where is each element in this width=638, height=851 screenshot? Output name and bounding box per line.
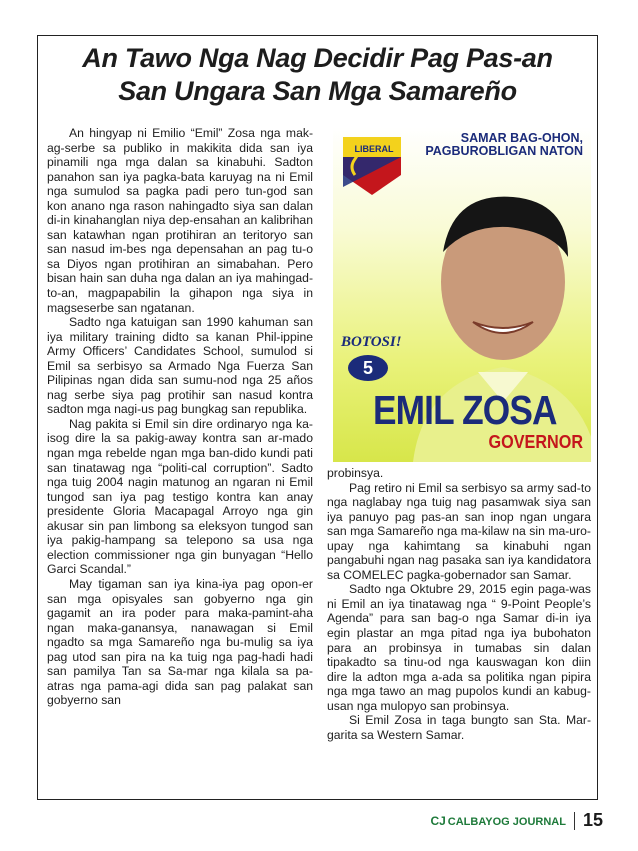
article-column-right xyxy=(327,466,591,742)
paragraph-continuation: probinsya. xyxy=(327,466,384,480)
paragraph: Sadto nga katuigan san 1990 kahuman san iya military training didto sa kanan Phil-ippine Army Officers’ Candidates School, sumulod si Emil sa serbisyo sa Armado Nga Fuerza San Pilipinas ngan dida san sumu-nod nga 25 años nag serbe siya pag protihir san nasud kontra sadton mga nagi-us pag bungkag san republika. xyxy=(47,315,313,417)
page-footer xyxy=(430,810,603,831)
article-column-left xyxy=(47,126,313,708)
headline-line-1: An Tawo Nga Nag Decidir Pag Pas-an xyxy=(82,43,553,73)
article-headline xyxy=(37,42,598,108)
tagline-line-2: PAGBUROBLIGAN NATON xyxy=(425,144,583,158)
candidate-office: GOVERNOR xyxy=(488,432,583,452)
paragraph: Sadto nga Oktubre 29, 2015 egin paga-was ni Emil an iya tinatawag nga “ 9-Point People’s Agenda” para san bag-o nga Samar di-in iya egin plastar an mga pitad nga iya bubohaton para an probinsya in tumabas sin dalan tipakadto sa tinu-od nga kauswagan kon diin dire la adton mga a-ada sa politika ngan pipira nga mga tawo an mag pupolos kundi an kabug-usan nga mulopyo san probinsya. xyxy=(327,582,591,713)
paragraph: Si Emil Zosa in taga bungto san Sta. Mar-garita sa Western Samar. xyxy=(327,713,591,742)
ballot-number: 5 xyxy=(348,355,388,381)
campaign-ad xyxy=(333,127,591,462)
publication-mark: CJ xyxy=(430,813,446,828)
headline-line-2: San Ungara San Mga Samareño xyxy=(118,76,517,106)
tagline-line-1: SAMAR BAG-OHON, xyxy=(460,131,583,145)
logo-text: LIBERAL xyxy=(354,144,394,154)
publication-logo xyxy=(430,814,566,828)
footer-divider xyxy=(574,812,575,830)
publication-name: CALBAYOG JOURNAL xyxy=(447,815,566,828)
paragraph: Nag pakita si Emil sin dire ordinaryo nga ka-isog dire la sa pakig-away kontra san ar-mado ngan mga rebelde ngan mga ban-dido kundi pati san tinatawag nga “politi-cal corruption”. Sadto nga tuig 2004 nagin matunog an ngaran ni Emil tungod san iya pag testigo kontra kan anay presidente Gloria Macapagal Arroyo nga gin akusar sin pan limbong sa eleksyon tungod san iya pakig-hampang sa telepono sa usa nga election commissioner nga gin bunyagan “Hello Garci Scandal.” xyxy=(47,416,313,577)
paragraph: Pag retiro ni Emil sa serbisyo sa army sad-to nga naglabay nga tuig nag pasamwak siya san iya panuyo pag pas-an san inop ngan ungara san mga Samareño nga ma-kilaw na sin ma-uro-upay nga kahimtang sa kinabuhi ngan pangabuhi ngan nag pasaka san iya kandidatora sa COMELEC pagka-gobernador san Samar. xyxy=(327,480,591,582)
paragraph: An hingyap ni Emilio “Emil” Zosa nga mak-ag-serbe sa publiko in makikita dida san iya pinamili nga mga dalan sa kinabuhi. Sadton panahon san iya pagka-bata karuyag na ni Emil nga sumulod sa pagka padi pero tun-god san kon anano nga rason nahingadto siya san dalan di-in kinahanglan niya dep-ensahan an kalibrihan san katawhan ngan protihiran an teritoryo san san nasud im-bes nga depensahan an pag tu-o sa Diyos ngan protihiran an simabahan. Pero bisan hain san duha nga dalan an iya mahingad-to-an, magpapabilin la gihapon nga siya in magseserbe san ngatanan. xyxy=(47,126,313,315)
vote-callout: BOTOSI! xyxy=(341,334,402,350)
candidate-name: EMIL ZOSA xyxy=(373,387,557,433)
page-number: 15 xyxy=(582,810,603,830)
ad-tagline xyxy=(425,132,583,158)
paragraph: May tigaman san iya kina-iya pag opon-er san mga opisyales san gobyerno nga gin gagamit an ira poder para maka-pamint-aha ngan maka-ganansya, nanawagan si Emil ngadto sa mga Samareño nga bu-mulig sa iya pag utod san pira na ka tuig nga pag-hadi hadi san pamilya Tan sa Sa-mar nga kilala sa pa-atras nga pama-agi dida san pag palakat san gobyerno san xyxy=(47,576,313,708)
